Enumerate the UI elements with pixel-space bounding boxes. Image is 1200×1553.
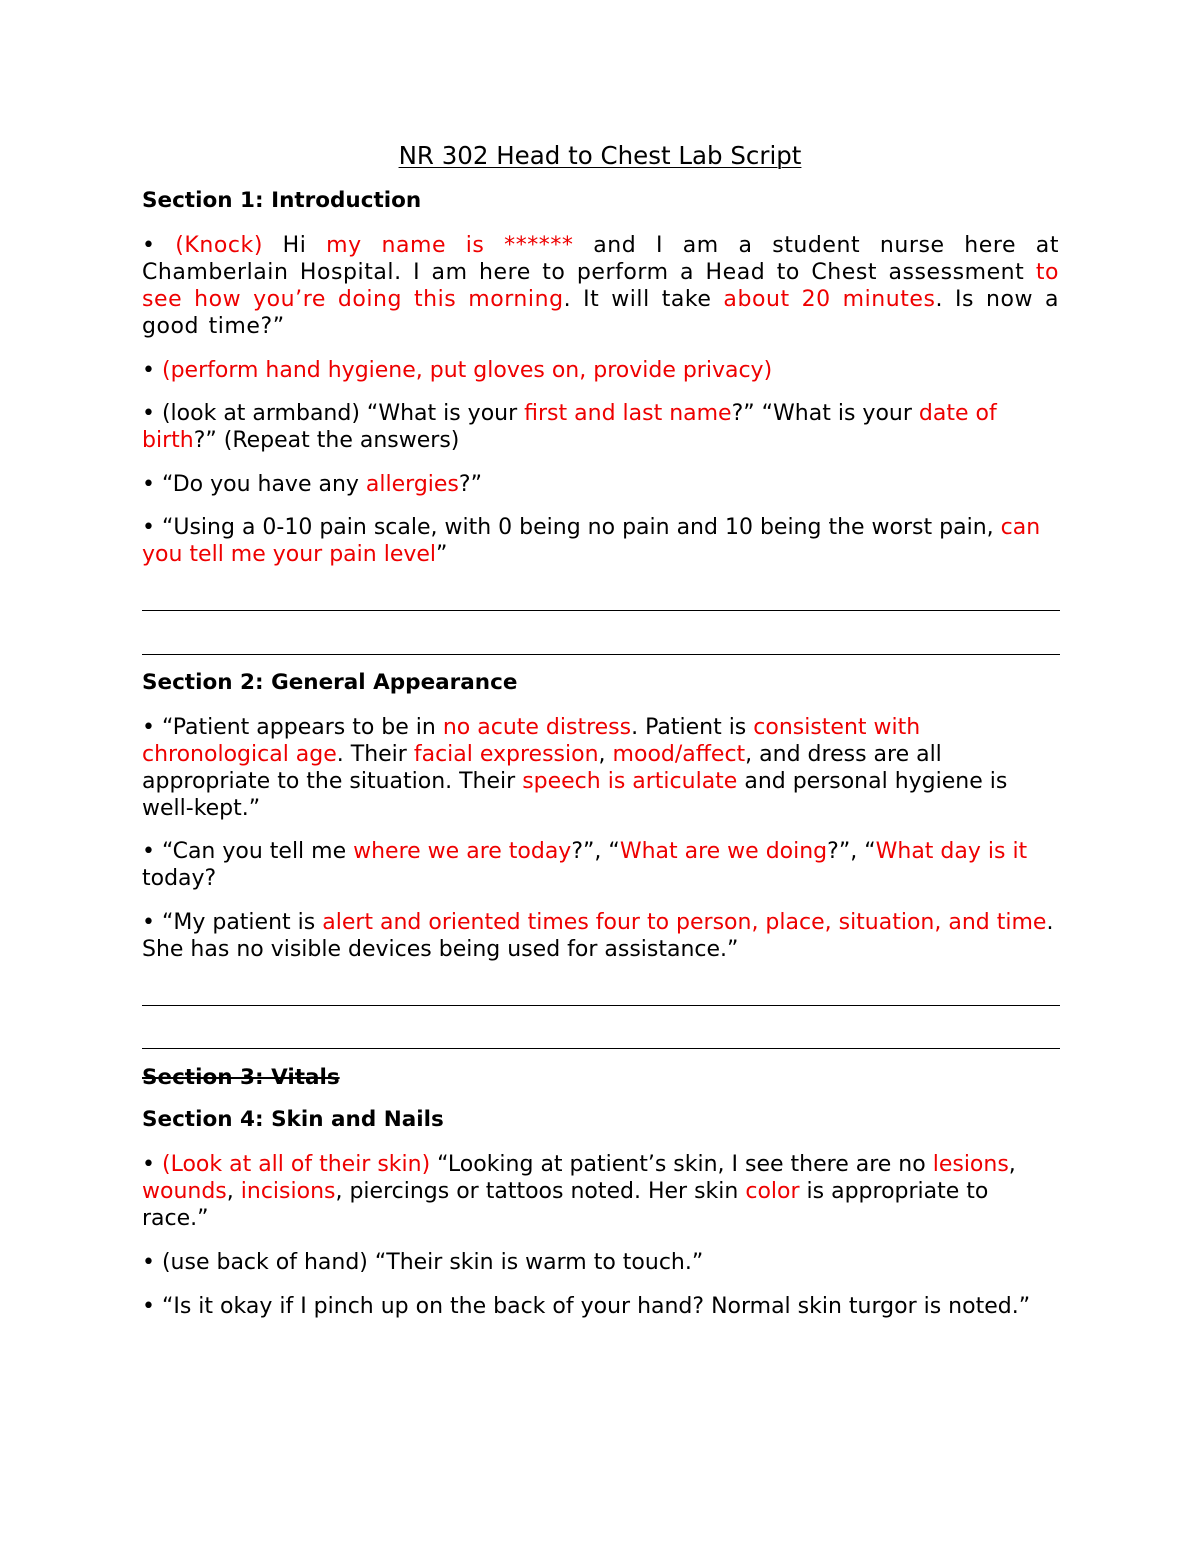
- highlighted-text: where we are today: [353, 839, 572, 864]
- body-text: ,: [226, 1179, 241, 1204]
- section-2-heading: Section 2: General Appearance: [142, 670, 518, 695]
- body-text: today?: [142, 866, 217, 891]
- body-text: and personal hygiene is well-kept.”: [142, 769, 1008, 821]
- divider-line: [142, 1048, 1060, 1049]
- highlighted-text: (Knock): [175, 233, 263, 258]
- section-2-appearance-paragraph: [142, 714, 1059, 822]
- highlighted-text: consistent with chronological age: [142, 715, 921, 767]
- section-1-allergies-paragraph: [142, 471, 1059, 498]
- body-text: • “My patient is: [142, 910, 323, 935]
- body-text: • (look at armband) “What is your: [142, 401, 525, 426]
- highlighted-text: allergies: [365, 472, 459, 497]
- highlighted-text: about 20 minutes: [723, 287, 936, 312]
- body-text: • “Patient appears to be in: [142, 715, 443, 740]
- section-1-identity-paragraph: [142, 400, 1059, 454]
- body-text: • “Can you tell me: [142, 839, 354, 864]
- divider-line: [142, 1005, 1060, 1006]
- section-1-heading: Section 1: Introduction: [142, 188, 422, 213]
- highlighted-text: my name is ******: [326, 233, 574, 258]
- highlighted-text: speech is articulate: [522, 769, 738, 794]
- section-4-skin-temperature-paragraph: [142, 1249, 1059, 1276]
- body-text: ?”, “: [571, 839, 620, 864]
- highlighted-text: facial expression: [413, 742, 599, 767]
- highlighted-text: to see how you’re doing this morning: [142, 260, 1059, 312]
- highlighted-text: wounds: [142, 1179, 227, 1204]
- body-text: •: [142, 358, 162, 383]
- body-text: ?”, “: [827, 839, 876, 864]
- highlighted-text: first and last name: [524, 401, 732, 426]
- section-2-orientation-questions-paragraph: [142, 838, 1059, 892]
- highlighted-text: date of birth: [142, 401, 997, 453]
- body-text: . Is now a good time?”: [142, 287, 1059, 339]
- body-text: and I am a student nurse here at Chamberlain Hospital. I am here to perform a Head to Chest assessment: [142, 233, 1060, 285]
- highlighted-text: (perform hand hygiene, put gloves on, provide privacy): [161, 358, 773, 383]
- body-text: •: [142, 233, 176, 258]
- body-text: • “Do you have any: [142, 472, 366, 497]
- body-text: is appropriate to race.”: [142, 1179, 989, 1231]
- body-text: . Patient is: [631, 715, 754, 740]
- highlighted-text: incisions: [240, 1179, 336, 1204]
- highlighted-text: What are we doing: [619, 839, 828, 864]
- section-2-orientation-statement-paragraph: [142, 909, 1059, 963]
- highlighted-text: mood/affect: [612, 742, 746, 767]
- body-text: • “Is it okay if I pinch up on the back of your hand? Normal skin turgor is noted.”: [142, 1294, 1031, 1319]
- body-text: , and dress are all appropriate to the situation. Their: [142, 742, 942, 794]
- highlighted-text: What day is it: [875, 839, 1028, 864]
- body-text: . Their: [336, 742, 414, 767]
- section-4-heading: Section 4: Skin and Nails: [142, 1107, 444, 1132]
- body-text: ,: [598, 742, 613, 767]
- highlighted-text: alert and oriented times four to person, place, situation, and time: [322, 910, 1047, 935]
- highlighted-text: can you tell me your pain level: [142, 515, 1041, 567]
- body-text: • “Using a 0-10 pain scale, with 0 being no pain and 10 being the worst pain,: [142, 515, 1001, 540]
- body-text: • (use back of hand) “Their skin is warm to touch.”: [142, 1250, 704, 1275]
- highlighted-text: lesions: [932, 1152, 1009, 1177]
- body-text: “Looking at patient’s skin, I see there are no: [430, 1152, 933, 1177]
- body-text: •: [142, 1152, 162, 1177]
- section-3-heading: Section 3: Vitals: [142, 1065, 340, 1090]
- body-text: Hi: [262, 233, 327, 258]
- body-text: ?” (Repeat the answers): [193, 428, 460, 453]
- section-1-hygiene-paragraph: [142, 357, 1059, 384]
- body-text: ?”: [458, 472, 482, 497]
- highlighted-text: no acute distress: [442, 715, 632, 740]
- body-text: . She has no visible devices being used for assistance.”: [142, 910, 1054, 962]
- body-text: . It will take: [563, 287, 724, 312]
- body-text: ?” “What is your: [731, 401, 919, 426]
- highlighted-text: color: [745, 1179, 800, 1204]
- body-text: , piercings or tattoos noted. Her skin: [335, 1179, 746, 1204]
- body-text: ”: [436, 542, 448, 567]
- divider-line: [142, 654, 1060, 655]
- document-title: NR 302 Head to Chest Lab Script: [398, 141, 802, 170]
- section-1-intro-paragraph: [142, 232, 1059, 340]
- highlighted-text: (Look at all of their skin): [161, 1152, 431, 1177]
- section-4-skin-inspection-paragraph: [142, 1151, 1059, 1232]
- section-4-skin-turgor-paragraph: [142, 1293, 1059, 1320]
- divider-line: [142, 610, 1060, 611]
- body-text: ,: [1008, 1152, 1016, 1177]
- section-1-pain-paragraph: [142, 514, 1059, 568]
